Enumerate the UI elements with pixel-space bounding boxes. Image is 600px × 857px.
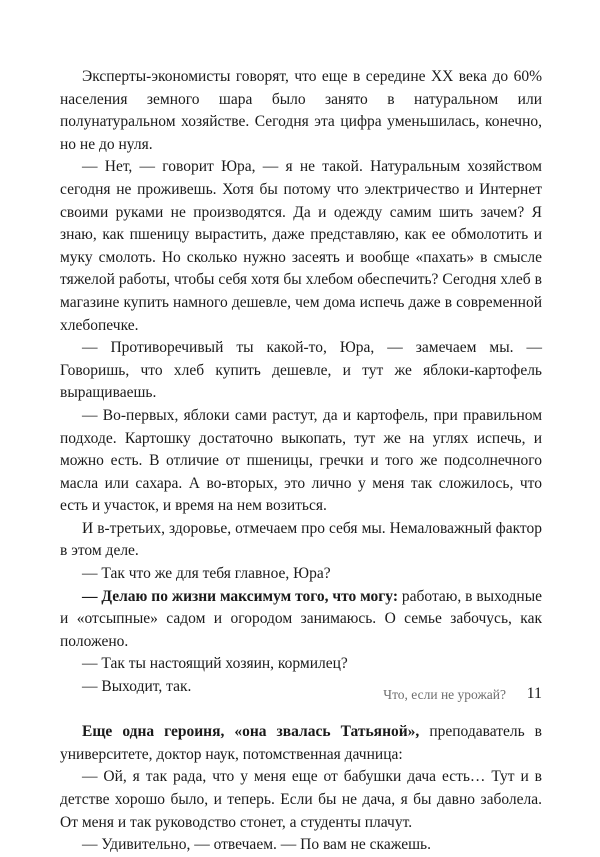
text-run: — Удивительно, — отвечаем. — По вам не скажешь. [82, 836, 431, 854]
text-run: — Во-первых, яблоки сами растут, да и картофель, при правильном подходе. Картошку достаточно выкопать, тут же на углях испечь, и можно есть. В отличие от пшеницы, гречки и того же подсолнечного масла или сахара. А во-вторых, это лично у меня так сложилось, что есть и участок, и время на нем возиться. [60, 406, 542, 515]
text-run: — Выходит, так. [82, 678, 192, 696]
text-run: работаю, в выходные и «отсыпные» садом и огородом занимаюсь. О семье забочусь, как положено. [60, 587, 542, 650]
page-number: 11 [526, 685, 542, 702]
text-run: — Противоречивый ты какой-то, Юра, — замечаем мы. — Говоришь, что хлеб купить дешевле, и тут же яблоки-картофель выращиваешь. [60, 339, 542, 402]
paragraph [60, 518, 542, 563]
text-run: — Так что же для тебя главное, Юра? [82, 565, 331, 583]
paragraph [60, 337, 542, 405]
text-run: Эксперты-экономисты говорят, что еще в середине XX века до 60% населения земного шара было занято в натуральном или полунатуральном хозяйстве. Сегодня эта цифра уменьшилась, конечно, но не до нуля. [60, 68, 542, 153]
paragraph [60, 156, 542, 337]
text-run: — Нет, — говорит Юра, — я не такой. Натуральным хозяйством сегодня не проживешь. Хотя бы потому что электричество и Интернет своими руками не производятся. Да и одежду самим шить зачем? Я знаю, как пшеницу вырастить, даже представляю, как ее обмолотить и муку смолоть. Но сколько нужно засеять и вообще «пахать» в смысле тяжелой работы, чтобы себя хотя бы хлебом обеспечить? Сегодня хлеб в магазине купить намного дешевле, чем дома испечь даже в современной хлебопечке. [60, 158, 542, 334]
paragraph [60, 653, 542, 676]
paragraph [60, 834, 542, 857]
text-run: И в-третьих, здоровье, отмечаем про себя мы. Немаловажный фактор в этом деле. [60, 519, 542, 560]
text-run: — Ой, я так рада, что у меня еще от бабушки дача есть… Тут и в детстве хорошо было, и теперь. Если бы не дача, я бы давно заболела. От меня и так руководство стонет, а студенты плачут. [60, 768, 542, 831]
paragraph [60, 721, 542, 766]
text-run: преподаватель в университете, доктор наук, потомственная дачница: [60, 723, 542, 763]
paragraph [60, 405, 542, 518]
running-title: Что, если не урожай? [383, 687, 506, 702]
paragraph [60, 586, 542, 654]
paragraph [60, 66, 542, 156]
page-footer [60, 686, 542, 706]
paragraph [60, 766, 542, 834]
bold-text-run: Еще одна героиня, «она звалась Татьяной», [82, 723, 420, 741]
body-text [60, 66, 542, 857]
bold-text-run: — Делаю по жизни максимум того, что могу: [82, 587, 399, 605]
text-run: — Так ты настоящий хозяин, кормилец? [82, 655, 348, 673]
paragraph [60, 563, 542, 586]
